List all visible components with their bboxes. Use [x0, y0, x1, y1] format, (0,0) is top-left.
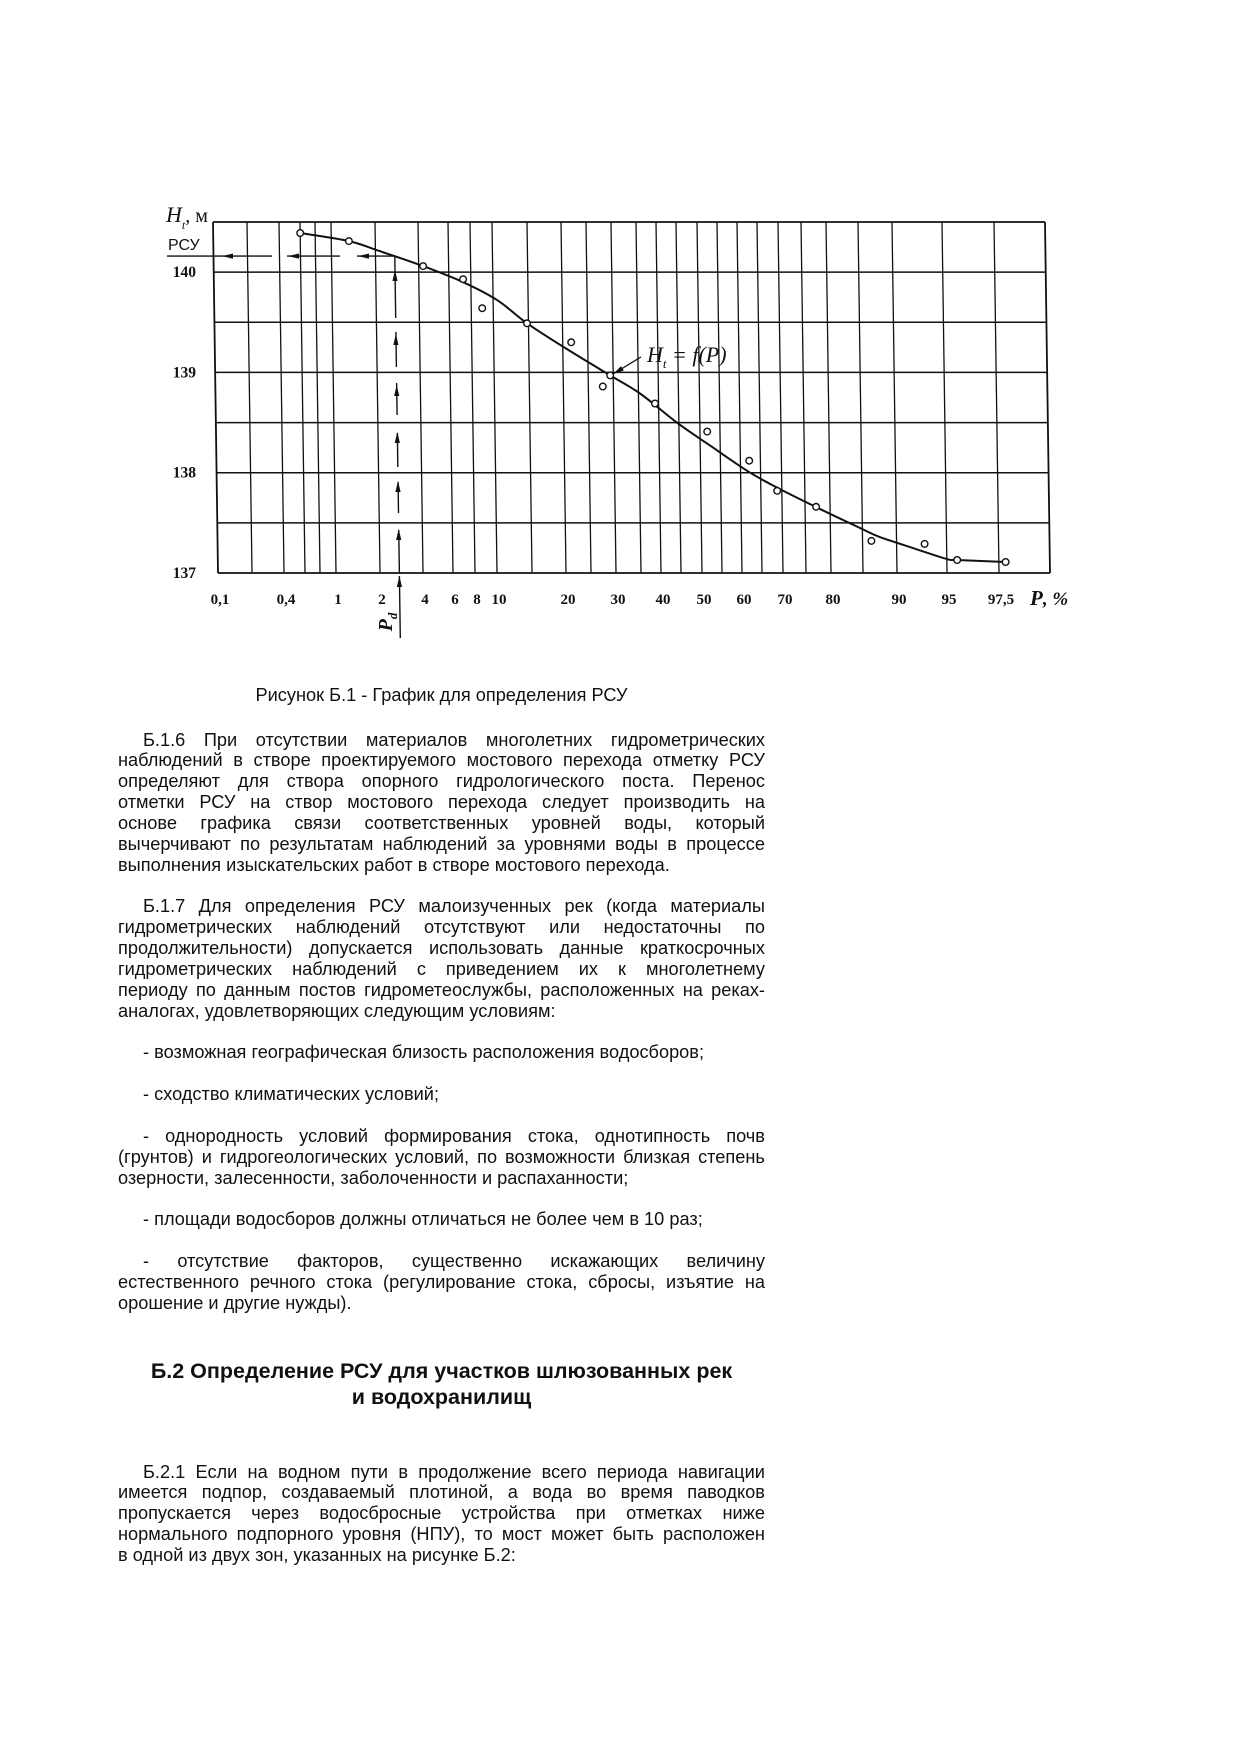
rsu-probability-chart — [0, 0, 1240, 660]
word: то — [474, 1524, 493, 1545]
word: вода — [532, 1482, 573, 1503]
rsu-label: РСУ — [168, 237, 200, 254]
word: При — [203, 729, 238, 750]
data-point — [652, 400, 659, 407]
word: имеется — [118, 1482, 188, 1503]
x-axis-tick-labels — [211, 592, 1015, 608]
word: опорного — [361, 771, 439, 792]
x-tick-label: 80 — [825, 592, 841, 608]
word: сбросы, — [588, 1271, 656, 1292]
y-tick-label: 140 — [172, 264, 196, 282]
word: нормального — [118, 1524, 228, 1545]
text-line — [118, 917, 765, 938]
word: использовать — [428, 938, 544, 959]
x-axis-title — [1029, 586, 1068, 610]
word: материалы — [670, 896, 765, 917]
heading-line: Б.2 Определение РСУ для участков шлюзованных рек — [150, 1359, 733, 1383]
condition-item — [118, 1209, 765, 1230]
fitted-curve-ht-f-p — [300, 233, 1005, 562]
x-tick-label: 90 — [891, 592, 907, 608]
grid-line-vertical — [375, 222, 380, 573]
grid-line-vertical — [717, 222, 722, 573]
word: паводков — [687, 1482, 765, 1503]
word: Б.2.1 — [143, 1461, 186, 1482]
word: результатам — [269, 833, 374, 854]
word: (НПУ), — [410, 1524, 466, 1545]
arrow-left-icon — [358, 254, 369, 259]
word: данным — [224, 979, 291, 1000]
word: водосбросные — [319, 1503, 442, 1524]
word: однотипность — [594, 1125, 711, 1146]
word: (когда — [606, 896, 657, 917]
grid-line-vertical — [942, 222, 947, 573]
paragraph-spacer — [118, 1189, 765, 1210]
grid-line-vertical — [492, 222, 497, 573]
grid-line-vertical — [778, 222, 783, 573]
text-line — [118, 792, 765, 813]
word: отсутствие — [177, 1251, 269, 1272]
condition-item — [118, 1084, 765, 1105]
x-tick-label: 0,1 — [210, 592, 230, 608]
y-axis-subscript: t — [181, 218, 186, 232]
word: факторов, — [297, 1251, 384, 1272]
x-tick-label: 1 — [334, 592, 342, 608]
word: мостового — [347, 792, 434, 813]
arrow-left-icon — [288, 254, 299, 259]
word: гидрометрических — [610, 729, 765, 750]
word: и — [201, 1146, 212, 1167]
word: следует — [542, 792, 609, 813]
word: стока, — [526, 1271, 578, 1292]
text-line — [118, 730, 765, 751]
word: перехода — [448, 792, 528, 813]
word: в — [233, 750, 243, 771]
y-tick-label: 137 — [172, 565, 196, 582]
grid-line-vertical — [448, 222, 453, 573]
curve-label-rest: = f(P) — [666, 342, 727, 367]
word: навигации — [677, 1461, 765, 1482]
grid-line-vertical — [636, 222, 641, 573]
word: расположен — [663, 1524, 765, 1545]
data-point — [568, 339, 575, 346]
word: перехода — [563, 750, 643, 771]
word: процессе — [686, 833, 765, 854]
word: искажающих — [550, 1251, 659, 1272]
chart-grid — [213, 222, 1050, 573]
word: реках- — [711, 979, 765, 1000]
y-tick-label: 139 — [172, 364, 196, 382]
word: на — [247, 1461, 268, 1482]
text-line: - площади водосборов должны отличаться не более чем в 10 раз; — [143, 1209, 703, 1230]
data-point — [420, 263, 427, 270]
data-point — [479, 305, 486, 312]
text-line — [118, 1126, 765, 1147]
word: на — [250, 792, 271, 813]
word: допускается — [308, 938, 413, 959]
word: в — [398, 1461, 408, 1482]
pd-subscript: d — [385, 612, 400, 620]
word: периоду — [118, 979, 188, 1000]
word: на — [744, 1271, 765, 1292]
word: продолжительности) — [118, 938, 293, 959]
heading-line: и водохранилищ — [351, 1385, 532, 1409]
word: гидрогеологических — [219, 1146, 388, 1167]
word: формирования — [384, 1125, 512, 1146]
x-tick-label: 95 — [941, 592, 957, 608]
y-axis-symbol: H — [166, 202, 182, 227]
word: естественного — [118, 1271, 239, 1292]
arrow-up-icon — [394, 385, 399, 396]
x-tick-label: 50 — [696, 592, 712, 608]
word: - — [143, 1125, 150, 1146]
x-tick-label: 40 — [655, 592, 671, 608]
data-point — [921, 541, 928, 548]
word: проектируемого — [321, 750, 457, 771]
x-tick-label: 70 — [777, 592, 793, 608]
condition-item — [118, 1126, 765, 1189]
word: за — [496, 833, 516, 854]
text-line: выполнения изыскательских работ в створе мостового перехода. — [118, 854, 670, 875]
data-point — [954, 557, 961, 564]
word: по — [240, 833, 261, 854]
observation-points — [297, 230, 1009, 566]
word: расположенных — [540, 979, 675, 1000]
x-tick-label: 8 — [473, 592, 481, 608]
word: производить — [623, 792, 730, 813]
word: Для — [198, 896, 232, 917]
word: рек — [564, 896, 593, 917]
word: наблюдений — [382, 833, 488, 854]
grid-line-vertical — [561, 222, 566, 573]
word: к — [618, 959, 626, 980]
word: по — [744, 917, 765, 938]
word: на — [744, 792, 765, 813]
word: малоизученных — [418, 896, 552, 917]
word: по — [477, 1146, 498, 1167]
grid-line-vertical — [892, 222, 897, 573]
word: быть — [612, 1524, 654, 1545]
grid-line-vertical — [611, 222, 616, 573]
y-axis-unit: , м — [185, 205, 208, 227]
word: пути — [350, 1461, 389, 1482]
data-point — [297, 230, 304, 237]
text-line — [118, 1503, 765, 1524]
word: близкая — [623, 1146, 691, 1167]
word: Б.1.7 — [143, 896, 186, 917]
paragraph-b-1-7 — [118, 896, 765, 1021]
word: всего — [541, 1461, 587, 1482]
word: связи — [294, 813, 342, 834]
y-axis-title — [165, 202, 208, 232]
word: гидрометеослужбы, — [364, 979, 533, 1000]
y-axis-tick-labels — [173, 264, 197, 582]
word: створа — [286, 771, 344, 792]
paragraph-spacer — [118, 876, 765, 897]
word: Если — [195, 1461, 238, 1482]
word: многолетних — [485, 729, 593, 750]
x-axis-symbol: P — [1030, 586, 1043, 610]
word: многолетнему — [645, 959, 765, 980]
x-tick-label: 2 — [378, 592, 386, 608]
data-point — [868, 538, 875, 545]
chart-frame-edge — [1045, 222, 1050, 573]
text-line: озерности, залесенности, заболоченности и распаханности; — [118, 1167, 629, 1188]
word: соответственных — [364, 813, 509, 834]
word: подпорного — [236, 1524, 334, 1545]
data-point — [704, 428, 711, 435]
grid-line-vertical — [801, 222, 806, 573]
word: определения — [244, 896, 356, 917]
word: гидрометрических — [118, 959, 273, 980]
text-line — [118, 896, 765, 917]
x-tick-label: 6 — [451, 592, 459, 608]
word: наблюдений — [295, 917, 401, 938]
word: (грунтов) — [118, 1146, 194, 1167]
word: краткосрочных — [639, 938, 765, 959]
x-tick-label: 20 — [560, 592, 576, 608]
word: создаваемый — [281, 1482, 395, 1503]
text-line — [118, 959, 765, 980]
word: уровней — [531, 813, 601, 834]
rsu-level-line — [167, 254, 395, 259]
x-tick-label: 30 — [610, 592, 626, 608]
text-line — [118, 813, 765, 834]
x-tick-label: 0,4 — [276, 592, 296, 608]
text-line — [118, 938, 765, 959]
word: подпор, — [201, 1482, 268, 1503]
data-point — [607, 372, 614, 379]
word: на — [682, 979, 703, 1000]
pd-symbol: P — [375, 619, 397, 632]
section-heading-b-2 — [118, 1358, 765, 1410]
word: приведением — [445, 959, 559, 980]
word: с — [416, 959, 426, 980]
grid-line-vertical — [994, 222, 999, 573]
word: который — [695, 813, 765, 834]
word: отметку — [652, 750, 719, 771]
word: может — [551, 1524, 604, 1545]
grid-line-vertical — [697, 222, 702, 573]
text-line — [118, 834, 765, 855]
paragraph-spacer — [118, 1105, 765, 1126]
word: водном — [277, 1461, 341, 1482]
word: основе — [118, 813, 177, 834]
word: уровня — [342, 1524, 402, 1545]
text-line — [118, 1482, 765, 1503]
word: вычерчивают — [118, 833, 231, 854]
text-line — [118, 1272, 765, 1293]
grid-line-vertical — [858, 222, 863, 573]
word: данные — [559, 938, 624, 959]
word: при — [575, 1503, 606, 1524]
text-line: - сходство климатических условий; — [143, 1084, 440, 1105]
word: их — [578, 959, 599, 980]
word: периода — [596, 1461, 668, 1482]
text-line: в одной из двух зон, указанных на рисунке Б.2: — [118, 1545, 516, 1566]
data-point — [524, 320, 531, 327]
word: ниже — [722, 1503, 765, 1524]
word: время — [620, 1482, 673, 1503]
word: Перенос — [692, 771, 765, 792]
word: возможности — [505, 1146, 616, 1167]
text-line: аналогах, удовлетворяющих следующим условиям: — [118, 1000, 556, 1021]
word: воды, — [624, 813, 673, 834]
word: или — [549, 917, 580, 938]
x-tick-label: 97,5 — [987, 592, 1015, 608]
word: недостаточны — [603, 917, 722, 938]
data-point — [346, 238, 353, 245]
text-line — [118, 750, 765, 771]
grid-line-vertical — [586, 222, 591, 573]
condition-item — [118, 1042, 765, 1063]
condition-item — [118, 1251, 765, 1314]
word: наблюдений — [292, 959, 397, 980]
word: а — [507, 1482, 518, 1503]
word: РСУ — [368, 896, 405, 917]
pd-vertical-line — [392, 256, 402, 638]
pd-line-segment — [395, 256, 396, 318]
word: уровнями — [524, 833, 606, 854]
word: (регулирование — [383, 1271, 516, 1292]
word: во — [586, 1482, 607, 1503]
word: отметках — [626, 1503, 703, 1524]
text-line: орошение и другие нужды). — [118, 1292, 352, 1313]
word: почв — [726, 1125, 765, 1146]
word: речного — [249, 1271, 316, 1292]
word: наблюдений — [118, 750, 223, 771]
word: мост — [501, 1524, 542, 1545]
word: постов — [298, 979, 356, 1000]
grid-line-vertical — [676, 222, 681, 573]
curve-label — [646, 342, 727, 371]
word: по — [195, 979, 216, 1000]
x-axis-unit: , % — [1042, 589, 1069, 610]
text-line — [118, 771, 765, 792]
word: материалов — [365, 729, 468, 750]
data-point — [774, 488, 781, 495]
grid-line-vertical — [315, 222, 320, 573]
word: пропускается — [118, 1503, 231, 1524]
chart-frame-edge — [213, 222, 218, 573]
grid-line-vertical — [300, 222, 305, 573]
body-text-block — [118, 730, 765, 1314]
y-tick-label: 138 — [172, 464, 196, 482]
x-tick-label: 4 — [421, 592, 429, 608]
word: отсутствии — [255, 729, 348, 750]
word: величину — [686, 1251, 765, 1272]
word: отсутствуют — [423, 917, 526, 938]
paragraph-spacer — [118, 1063, 765, 1084]
text-line — [118, 980, 765, 1001]
curve-label-subscript: t — [662, 356, 667, 371]
curve-label-leader — [613, 357, 641, 374]
word: - — [143, 1251, 150, 1272]
word: существенно — [411, 1251, 523, 1272]
grid-line-vertical — [247, 222, 252, 573]
word: через — [251, 1503, 300, 1524]
word: плотиной, — [409, 1482, 494, 1503]
data-point — [813, 504, 820, 511]
text-line — [118, 1147, 765, 1168]
word: стока, — [527, 1125, 579, 1146]
grid-line-vertical — [279, 222, 284, 573]
word: мостового — [466, 750, 553, 771]
paragraph-spacer — [118, 1022, 765, 1043]
word: отметки — [118, 792, 185, 813]
arrow-up-icon — [395, 481, 400, 492]
text-line: - возможная географическая близость расположения водосборов; — [143, 1042, 705, 1063]
x-tick-label: 10 — [491, 592, 507, 608]
word: РСУ — [728, 750, 765, 771]
word: продолжение — [418, 1461, 532, 1482]
word: определяют — [118, 771, 220, 792]
grid-line-vertical — [527, 222, 532, 573]
word: однородность — [165, 1125, 284, 1146]
paragraph-spacer — [118, 1230, 765, 1251]
word: поста. — [622, 771, 675, 792]
data-point — [1002, 559, 1009, 566]
grid-line-vertical — [757, 222, 762, 573]
word: для — [237, 771, 269, 792]
grid-line-vertical — [656, 222, 661, 573]
word: устройства — [461, 1503, 556, 1524]
pd-label — [375, 612, 400, 632]
data-point — [460, 276, 467, 283]
arrow-up-icon — [395, 432, 400, 443]
figure-caption: Рисунок Б.1 - График для определения РСУ — [255, 684, 628, 705]
text-line — [118, 1524, 765, 1545]
word: створе — [253, 750, 311, 771]
word: створ — [285, 792, 333, 813]
word: условий, — [395, 1146, 470, 1167]
word: гидрометрических — [118, 917, 273, 938]
grid-line-vertical — [470, 222, 475, 573]
grid-line-vertical — [331, 222, 336, 573]
grid-line-vertical — [826, 222, 831, 573]
word: изъятие — [666, 1271, 734, 1292]
arrow-up-icon — [393, 334, 398, 345]
curve-label-symbol: H — [647, 342, 663, 367]
paragraph-b-1-6 — [118, 730, 765, 876]
word: стока — [326, 1271, 373, 1292]
text-line — [118, 1462, 765, 1483]
arrow-left-icon — [222, 254, 233, 259]
word: условий — [299, 1125, 369, 1146]
data-point — [746, 457, 753, 464]
data-point — [600, 383, 607, 390]
word: в — [667, 833, 677, 854]
text-line — [118, 1251, 765, 1272]
word: гидрологического — [456, 771, 605, 792]
word: Б.1.6 — [143, 729, 186, 750]
grid-line-vertical — [418, 222, 423, 573]
arrow-up-icon — [396, 529, 401, 540]
word: РСУ — [199, 792, 236, 813]
grid-line-vertical — [737, 222, 742, 573]
arrow-up-icon — [397, 576, 402, 587]
word: графика — [200, 813, 271, 834]
word: степень — [698, 1146, 765, 1167]
paragraph-b-2-1 — [118, 1462, 765, 1566]
word: воды — [615, 833, 658, 854]
x-tick-label: 60 — [736, 592, 752, 608]
